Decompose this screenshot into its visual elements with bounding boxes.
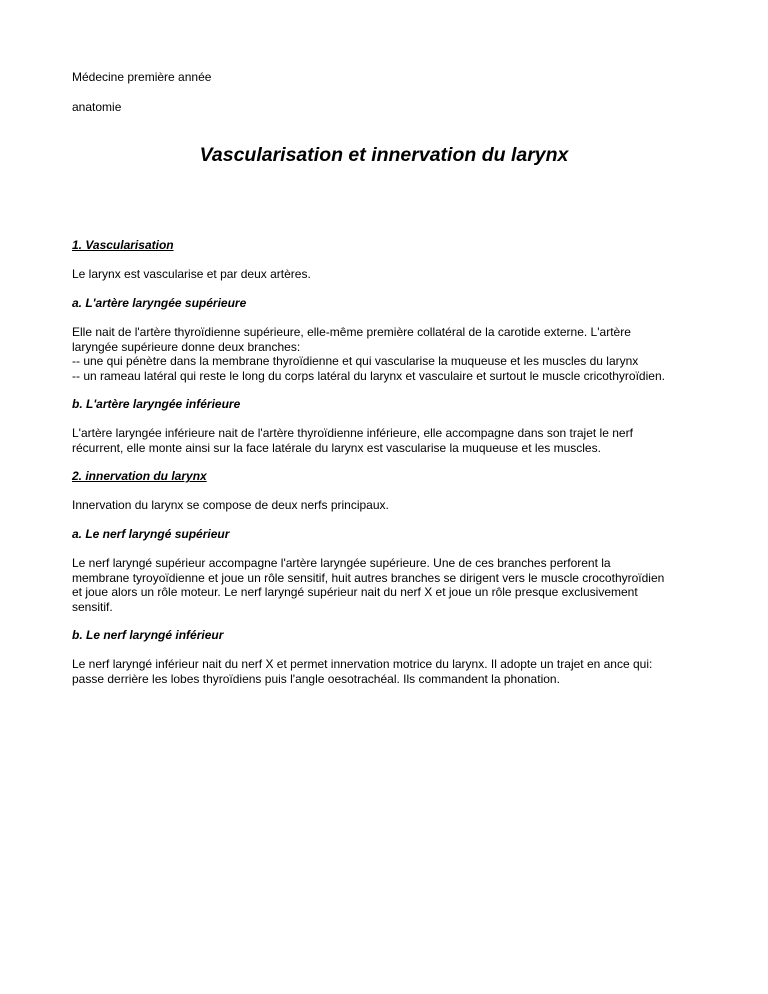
paragraph-line: laryngée supérieure donne deux branches: <box>72 339 301 354</box>
section-intro-innervation: Innervation du larynx se compose de deux nerfs principaux. <box>72 498 389 512</box>
paragraph-line: membrane tyroyoïdienne et joue un rôle sensitif, huit autres branches se dirigent vers le muscle crocothyroïdien <box>72 570 665 585</box>
paragraph-line: et joue alors un rôle moteur. Le nerf laryngé supérieur nait du nerf X et joue un rôle presque exclusivement <box>72 585 638 599</box>
section-intro-vascularisation: Le larynx est vascularise et par deux artères. <box>72 267 311 281</box>
paragraph-nerf-inferieur <box>72 657 702 686</box>
document-title: Vascularisation et innervation du larynx <box>199 144 569 166</box>
paragraph-line: passe derrière les lobes thyroïdiens puis l'angle oesotrachéal. Ils commandent la phonation. <box>72 671 560 686</box>
subheading-artere-superieure: a. L'artère laryngée supérieure <box>72 296 247 310</box>
subheading-artere-inferieure: b. L'artère laryngée inférieure <box>72 397 241 411</box>
subject-label: anatomie <box>72 100 122 114</box>
paragraph-line: récurrent, elle monte ainsi sur la face latérale du larynx est vascularise la muqueuse et les muscles. <box>72 440 601 455</box>
course-label: Médecine première année <box>72 70 212 84</box>
paragraph-artere-inferieure <box>72 426 702 455</box>
paragraph-line: Le nerf laryngé inférieur nait du nerf X et permet innervation motrice du larynx. Il adopte un trajet en ance qui: <box>72 657 653 671</box>
subheading-nerf-superieur: a. Le nerf laryngé supérieur <box>72 527 230 541</box>
paragraph-line: Elle nait de l'artère thyroïdienne supérieure, elle-même première collatéral de la carotide externe. L'artère <box>72 325 631 339</box>
paragraph-line: sensitif. <box>72 599 113 614</box>
section-heading-vascularisation: 1. Vascularisation <box>72 238 174 252</box>
paragraph-line: Le nerf laryngé supérieur accompagne l'artère laryngée supérieure. Une de ces branches perforent la <box>72 556 611 570</box>
paragraph-artere-superieure <box>72 325 702 383</box>
paragraph-line: L'artère laryngée inférieure nait de l'artère thyroïdienne inférieure, elle accompagne dans son trajet le nerf <box>72 426 633 440</box>
section-heading-innervation: 2. innervation du larynx <box>72 469 207 483</box>
paragraph-nerf-superieur <box>72 556 702 614</box>
paragraph-line: -- une qui pénètre dans la membrane thyroïdienne et qui vascularise la muqueuse et les muscles du larynx <box>72 354 639 368</box>
paragraph-line: -- un rameau latéral qui reste le long du corps latéral du larynx et vasculaire et surtout le muscle cricothyroïdien. <box>72 368 665 383</box>
subheading-nerf-inferieur: b. Le nerf laryngé inférieur <box>72 628 224 642</box>
